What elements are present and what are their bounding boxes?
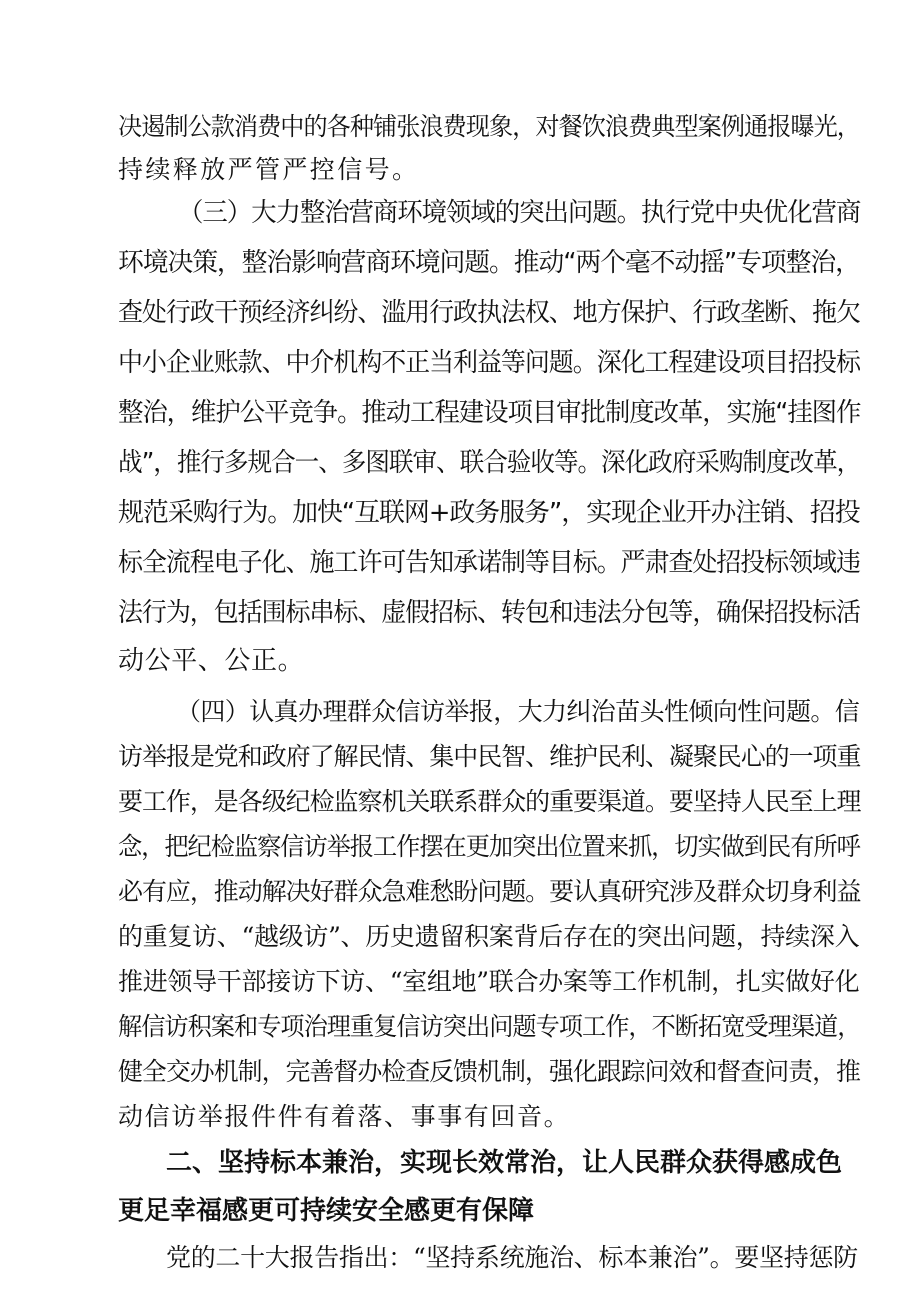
text-line: 中小企业账款、中介机构不正当利益等问题。深化工程建设项目招投标 xyxy=(118,348,860,378)
subheading-three-line: （三）大力整治营商环境领域的突出问题。执行党中央优化营商 xyxy=(178,198,861,228)
text-line: 动信访举报件件有着落、事事有回音。 xyxy=(118,1102,571,1131)
text-line: 标全流程电子化、施工许可告知承诺制等目标。严肃查处招投标领域违 xyxy=(118,548,860,578)
text-line: 查处行政干预经济纠纷、滥用行政执法权、地方保护、行政垄断、拖欠 xyxy=(118,298,860,328)
text-line: 推进领导干部接访下访、“室组地”联合办案等工作机制，扎实做好化 xyxy=(118,967,860,996)
text-line: 决遏制公款消费中的各种铺张浪费现象，对餐饮浪费典型案例通报曝光， xyxy=(118,112,860,141)
section-heading: 二、坚持标本兼治，实现长效常治，让人民群众获得感成色 xyxy=(166,1148,843,1178)
text-line: 党的二十大报告指出：“坚持系统施治、标本兼治”。要坚持惩防 xyxy=(166,1243,858,1272)
text-line: 战”，推行多规合一、多图联审、联合验收等。深化政府采购制度改革， xyxy=(118,448,861,478)
text-line: 动公平、公正。 xyxy=(118,646,305,676)
subheading-four-line: （四）认真办理群众信访举报，大力纠治苗头性倾向性问题。信 xyxy=(176,697,860,726)
text-line: 访举报是党和政府了解民情、集中民智、维护民利、凝聚民心的一项重 xyxy=(118,742,861,771)
text-line: 解信访积案和专项治理重复信访突出问题专项工作，不断拓宽受理渠道， xyxy=(118,1012,861,1041)
text-line: 规范采购行为。加快“互联网+政务服务”，实现企业开办注销、招投 xyxy=(118,498,860,528)
text-line: 整治，维护公平竞争。推动工程建设项目审批制度改革，实施“挂图作 xyxy=(118,398,861,428)
text-line: 的重复访、“越级访”、历史遗留积案背后存在的突出问题，持续深入 xyxy=(118,922,860,951)
section-heading-continued: 更足幸福感更可持续安全感更有保障 xyxy=(118,1196,535,1226)
text-line: 必有应，推动解决好群众急难愁盼问题。要认真研究涉及群众切身利益 xyxy=(118,877,861,906)
text-line: 环境决策，整治影响营商环境问题。推动“两个毫不动摇”专项整治， xyxy=(118,248,860,278)
text-line: 念，把纪检监察信访举报工作摆在更加突出位置来抓，切实做到民有所呼 xyxy=(118,832,860,861)
text-line: 法行为，包括围标串标、虚假招标、转包和违法分包等，确保招投标活 xyxy=(118,598,860,628)
text-line: 要工作，是各级纪检监察机关联系群众的重要渠道。要坚持人民至上理 xyxy=(118,787,861,816)
text-line: 持续释放严管严控信号。 xyxy=(118,155,420,184)
text-line: 健全交办机制，完善督办检查反馈机制，强化跟踪问效和督查问责，推 xyxy=(118,1057,861,1086)
